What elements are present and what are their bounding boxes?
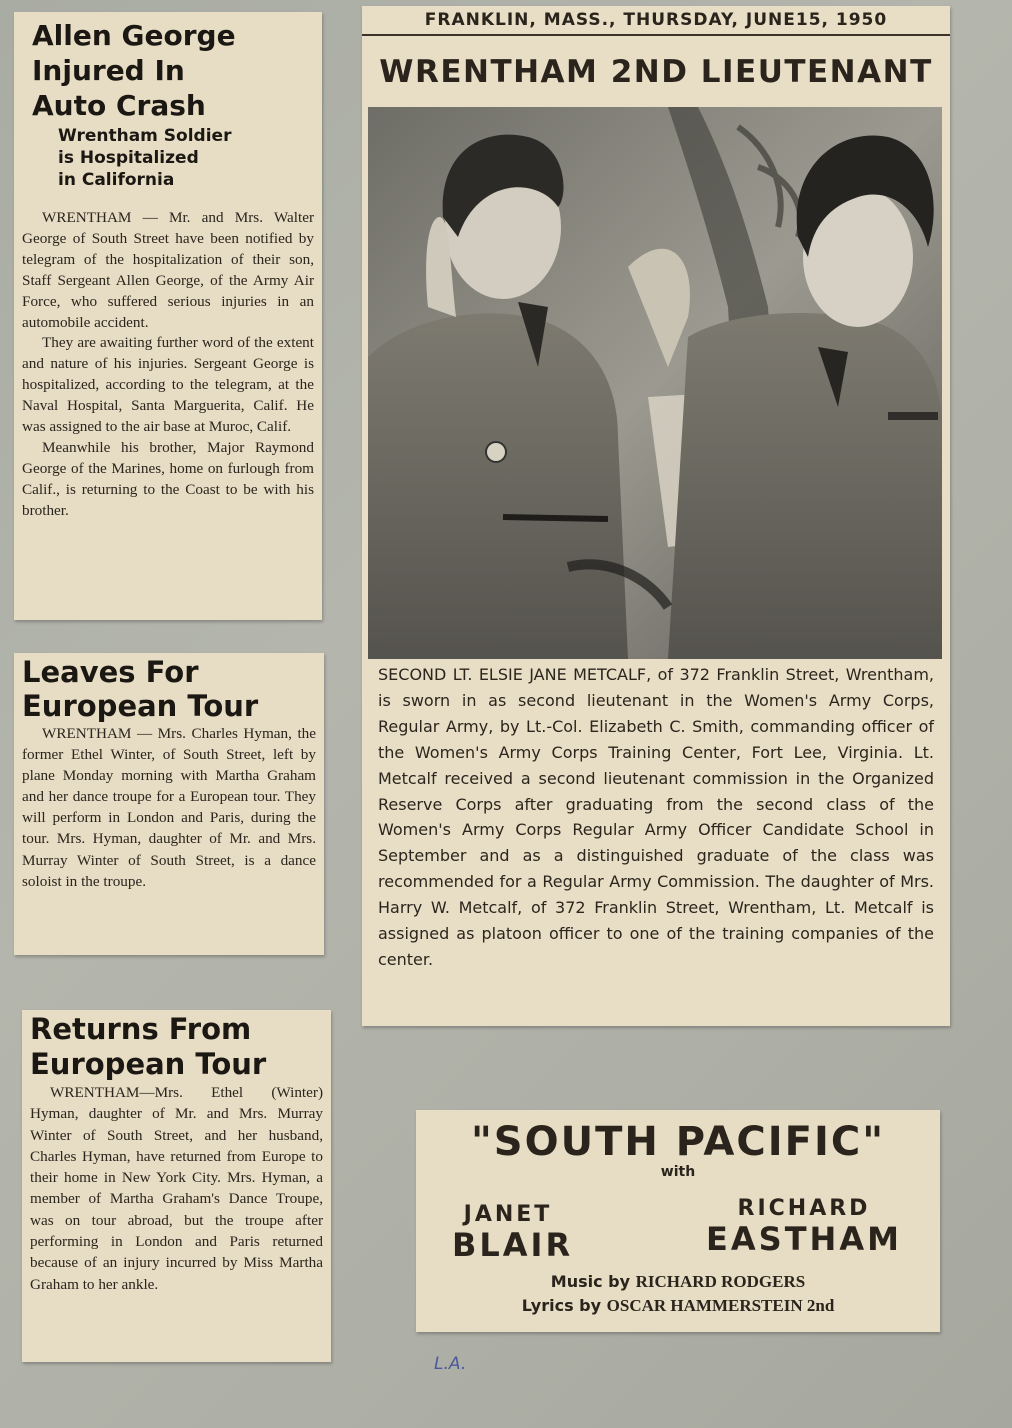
paragraph: WRENTHAM — Mrs. Charles Hyman, the former Ethel Winter, of South Street, left by plane Monday morning with Martha Graham and her dance troupe for a European tour. They will perform in London and Paris, during the tour. Mrs. Hyman, daughter of Mr. and Mrs. Murray Winter of South Street, is a dance soloist in the troupe.: [22, 725, 316, 890]
paragraph: They are awaiting further word of the extent and nature of his injuries. Sergeant George is hospitalized, according to the telegram, at the Naval Hospital, Santa Marguerita, Calif. He was assigned to the air base at Muroc, Calif.: [22, 334, 314, 436]
photo-caption: SECOND LT. ELSIE JANE METCALF, of 372 Franklin Street, Wrentham, is sworn in as second lieutenant in the Women's Army Corps, Regular Army, by Lt.-Col. Elizabeth C. Smith, commanding officer of the Women's Army Corps Training Center, Fort Lee, Virginia. Lt. Metcalf received a second lieutenant commission in the Organized Reserve Corps after graduating from the second class of the Women's Army Corps Regular Army Officer Candidate School in September and as a distinguished graduate of the class was recommended for a Regular Army Commission. The daughter of Mrs. Harry W. Metcalf, of 372 Franklin Street, Wrentham, Lt. Metcalf is assigned as platoon officer to one of the training companies of the center.: [378, 665, 934, 969]
paragraph: WRENTHAM — Mr. and Mrs. Walter George of South Street have been notified by telegram of the hospitalization of their son, Staff Sergeant Allen George, of the Army Air Force, who suffered serious injuries in an automobile accident.: [22, 209, 314, 331]
clipping-wrentham-2nd-lieutenant: [362, 6, 950, 1026]
dateline: FRANKLIN, MASS., THURSDAY, JUNE15, 1950: [362, 6, 950, 36]
article-body: [22, 723, 316, 892]
music-credit: Music by RICHARD RODGERS: [550, 1272, 806, 1291]
photo-swearing-in: [368, 107, 942, 659]
clipping-south-pacific-ad: [416, 1110, 940, 1332]
star-janet-blair: JANET BLAIR: [452, 1202, 574, 1264]
show-title: "SOUTH PACIFIC": [470, 1119, 886, 1165]
clipping-allen-george: [14, 12, 322, 620]
lyrics-credit: Lyrics by OSCAR HAMMERSTEIN 2nd: [521, 1296, 835, 1315]
handwritten-initials: L.A.: [434, 1354, 467, 1374]
article-body: [30, 1082, 323, 1295]
clipping-leaves-for-european-tour: [14, 653, 324, 955]
subheadline: Wrentham Soldier is Hospitalized in California: [58, 126, 232, 190]
star-richard-eastham: RICHARD EASTHAM: [706, 1196, 902, 1258]
paragraph: WRENTHAM—Mrs. Ethel (Winter) Hyman, daughter of Mr. and Mrs. Murray Winter of South Street, and her husband, Charles Hyman, have returned from Europe to their home in New York City. Mrs. Hyman, a member of Martha Graham's Dance Troupe, was on tour abroad, but the troupe after performing in London and Paris returned because of an injury incurred by Miss Martha Graham to her ankle.: [30, 1084, 323, 1293]
with-label: with: [660, 1164, 696, 1180]
paragraph: Meanwhile his brother, Major Raymond George of the Marines, home on furlough from Calif., is returning to the Coast to be with his brother.: [22, 438, 314, 519]
clipping-returns-from-european-tour: [22, 1010, 331, 1362]
headline: Leaves For European Tour: [22, 655, 259, 723]
headline: Returns From European Tour: [30, 1012, 267, 1081]
photo-illustration: [368, 107, 942, 659]
headline: Allen George Injured In Auto Crash: [32, 19, 236, 122]
article-body: [22, 208, 314, 522]
headline: WRENTHAM 2ND LIEUTENANT: [379, 54, 933, 90]
